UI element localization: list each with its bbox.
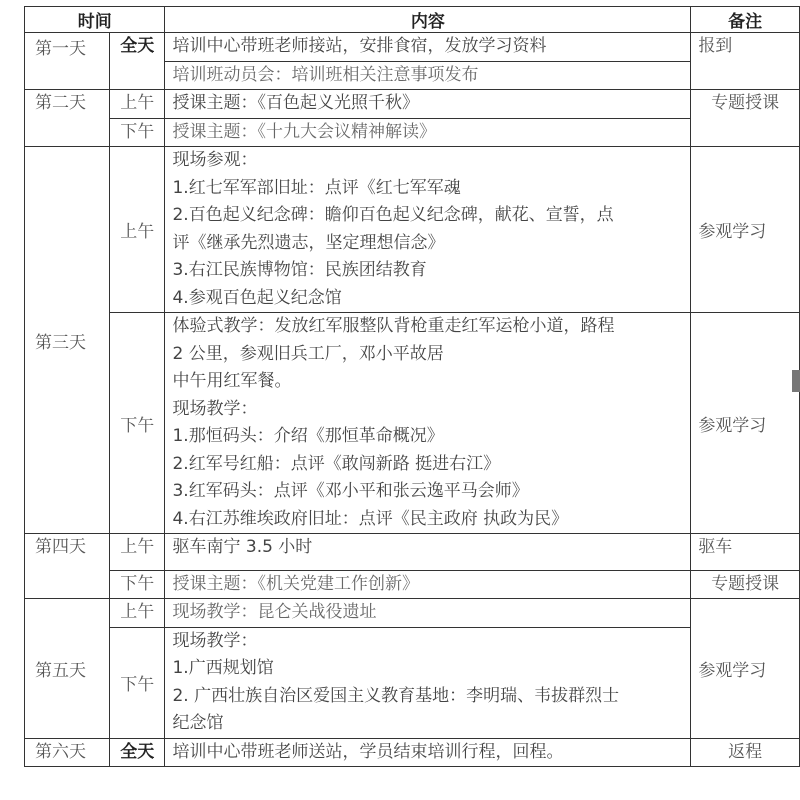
- table-row: [25, 313, 800, 534]
- table-row: [25, 570, 800, 599]
- content-line: 纪念馆: [172, 713, 224, 733]
- content-cell: [165, 738, 691, 767]
- table-row: [25, 33, 800, 62]
- content-cell: [165, 147, 691, 313]
- content-line: 授课主题：《机关党建工作创新》: [172, 573, 419, 594]
- table-row: [25, 738, 800, 767]
- content-line: 现场教学：昆仑关战役遗址: [172, 602, 377, 622]
- content-line: 4.右江苏维埃政府旧址：点评《民主政府 执政为民》: [172, 508, 569, 529]
- half-day-cell: 全天: [110, 738, 165, 767]
- content-cell: [165, 61, 691, 90]
- table-row: [25, 599, 800, 628]
- header-content: 内容: [165, 7, 691, 33]
- half-day-cell: 上午: [110, 147, 165, 313]
- content-line: 1.广西规划馆: [172, 658, 274, 678]
- content-line: 中午用红军餐。: [172, 371, 292, 391]
- note-cell: 参观学习: [691, 313, 800, 534]
- schedule-table: [24, 6, 800, 767]
- day-cell: 第五天: [25, 599, 110, 739]
- content-line: 现场参观：: [172, 150, 258, 170]
- content-line: 驱车南宁 3.5 小时: [172, 537, 313, 557]
- half-day-cell: 上午: [110, 90, 165, 119]
- table-row: [25, 118, 800, 147]
- content-line: 培训班动员会：培训班相关注意事项发布: [172, 64, 479, 85]
- day-cell: 第三天: [25, 147, 110, 534]
- content-line: 现场教学：: [172, 630, 258, 651]
- content-cell: [165, 33, 691, 62]
- day-cell: 第二天: [25, 90, 110, 147]
- content-line: 3.红军码头：点评《邓小平和张云逸平马会师》: [172, 481, 529, 501]
- content-line: 培训中心带班老师送站，学员结束培训行程，回程。: [172, 741, 564, 762]
- content-cell: [165, 118, 691, 147]
- note-cell: 驱车: [691, 534, 800, 571]
- table-row: [25, 627, 800, 738]
- content-line: 3.右江民族博物馆：民族团结教育: [172, 260, 427, 280]
- content-cell: [165, 534, 691, 571]
- content-line: 体验式教学：发放红军服整队背枪重走红军运枪小道，路程: [172, 316, 615, 336]
- note-cell: 专题授课: [691, 90, 800, 147]
- note-cell: 专题授课: [691, 570, 800, 599]
- content-line: 2.百色起义纪念碑：瞻仰百色起义纪念碑，献花、宣誓，点: [172, 205, 614, 225]
- half-day-cell: 全天: [110, 33, 165, 90]
- half-day-cell: 上午: [110, 599, 165, 628]
- content-cell: [165, 90, 691, 119]
- content-line: 2. 广西壮族自治区爱国主义教育基地：李明瑞、韦拔群烈士: [172, 685, 620, 706]
- day-cell: 第四天: [25, 534, 110, 599]
- content-cell: [165, 570, 691, 599]
- note-cell: 参观学习: [691, 147, 800, 313]
- content-line: 2.红军号红船：点评《敢闯新路 挺进右江》: [172, 453, 501, 474]
- half-day-cell: 下午: [110, 118, 165, 147]
- header-time: 时间: [25, 7, 165, 33]
- content-line: 2 公里，参观旧兵工厂，邓小平故居: [172, 343, 444, 364]
- content-cell: [165, 599, 691, 628]
- half-day-cell: 下午: [110, 313, 165, 534]
- header-row: [25, 7, 800, 33]
- content-line: 授课主题：《百色起义光照千秋》: [172, 93, 419, 113]
- half-day-cell: 下午: [110, 570, 165, 599]
- note-cell: 报到: [691, 33, 800, 90]
- note-cell: 返程: [691, 738, 800, 767]
- content-line: 1.那恒码头：介绍《那恒革命概况》: [172, 426, 444, 446]
- table-row: [25, 147, 800, 313]
- content-line: 授课主题：《十九大会议精神解读》: [172, 121, 436, 142]
- content-cell: [165, 627, 691, 738]
- scroll-edge-marker: [792, 370, 800, 392]
- content-line: 1.红七军军部旧址：点评《红七军军魂: [172, 177, 461, 198]
- day-cell: 第六天: [25, 738, 110, 767]
- table-row: [25, 90, 800, 119]
- table-row: [25, 534, 800, 571]
- half-day-cell: 上午: [110, 534, 165, 571]
- content-cell: [165, 313, 691, 534]
- note-cell: 参观学习: [691, 599, 800, 739]
- content-line: 现场教学：: [172, 398, 258, 419]
- content-spacer: [172, 562, 690, 570]
- content-line: 4.参观百色起义纪念馆: [172, 287, 342, 308]
- content-line: 评《继承先烈遗志，坚定理想信念》: [172, 232, 445, 253]
- content-line: 培训中心带班老师接站，安排食宿，发放学习资料: [172, 36, 547, 56]
- day-cell: 第一天: [25, 33, 110, 90]
- header-note: 备注: [691, 7, 800, 33]
- half-day-cell: 下午: [110, 627, 165, 738]
